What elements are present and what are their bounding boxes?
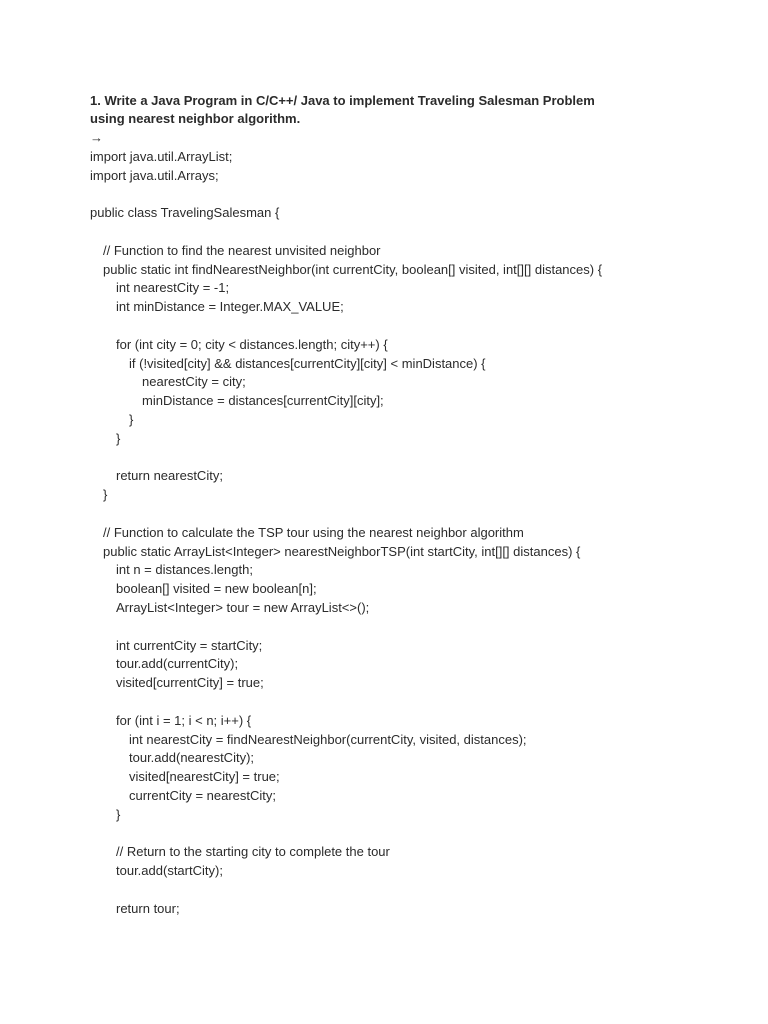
code-line: currentCity = nearestCity; xyxy=(129,787,277,803)
code-line: return tour; xyxy=(116,900,180,916)
code-line: tour.add(nearestCity); xyxy=(129,750,255,766)
code-line: for (int i = 1; i < n; i++) { xyxy=(116,712,252,728)
code-line: } xyxy=(103,487,108,503)
code-line: public class TravelingSalesman { xyxy=(90,205,280,221)
code-block xyxy=(90,148,730,919)
question-heading-line-2: using nearest neighbor algorithm. xyxy=(90,111,301,127)
code-line: public static int findNearestNeighbor(int currentCity, boolean[] visited, int[][] distances) { xyxy=(103,261,603,277)
code-line: int currentCity = startCity; xyxy=(116,637,263,653)
code-line: int n = distances.length; xyxy=(116,562,253,578)
code-line: for (int city = 0; city < distances.length; city++) { xyxy=(116,336,388,352)
code-line: tour.add(currentCity); xyxy=(116,656,239,672)
code-line xyxy=(90,505,730,524)
code-line: nearestCity = city; xyxy=(142,374,246,390)
code-line: import java.util.ArrayList; xyxy=(90,148,233,164)
question-heading-line-1: 1. Write a Java Program in C/C++/ Java to implement Traveling Salesman Problem xyxy=(90,92,595,108)
code-line xyxy=(90,185,730,204)
document-body xyxy=(90,92,730,919)
arrow-icon: → xyxy=(90,130,103,146)
code-line xyxy=(90,223,730,242)
code-line: public static ArrayList<Integer> nearestNeighborTSP(int startCity, int[][] distances) { xyxy=(103,543,581,559)
code-line: if (!visited[city] && distances[currentCity][city] < minDistance) { xyxy=(129,355,486,371)
code-line: boolean[] visited = new boolean[n]; xyxy=(116,581,317,597)
code-line xyxy=(90,618,730,637)
code-line: // Function to find the nearest unvisited neighbor xyxy=(103,242,381,258)
code-line: } xyxy=(116,806,121,822)
code-line: } xyxy=(129,412,134,428)
code-line: import java.util.Arrays; xyxy=(90,167,219,183)
code-line: minDistance = distances[currentCity][city]; xyxy=(142,393,384,409)
code-line: visited[nearestCity] = true; xyxy=(129,769,280,785)
code-line xyxy=(90,449,730,468)
code-line: // Function to calculate the TSP tour using the nearest neighbor algorithm xyxy=(103,524,524,540)
code-line: int nearestCity = -1; xyxy=(116,280,230,296)
code-line: } xyxy=(116,430,121,446)
code-line: int nearestCity = findNearestNeighbor(currentCity, visited, distances); xyxy=(129,731,527,747)
code-line xyxy=(90,317,730,336)
code-line xyxy=(90,825,730,844)
code-line: tour.add(startCity); xyxy=(116,863,223,879)
code-line: int minDistance = Integer.MAX_VALUE; xyxy=(116,299,344,315)
code-line xyxy=(90,881,730,900)
code-line: // Return to the starting city to complete the tour xyxy=(116,844,390,860)
code-line xyxy=(90,693,730,712)
code-line: visited[currentCity] = true; xyxy=(116,675,264,691)
code-line: return nearestCity; xyxy=(116,468,223,484)
code-line: ArrayList<Integer> tour = new ArrayList<>(); xyxy=(116,600,370,616)
